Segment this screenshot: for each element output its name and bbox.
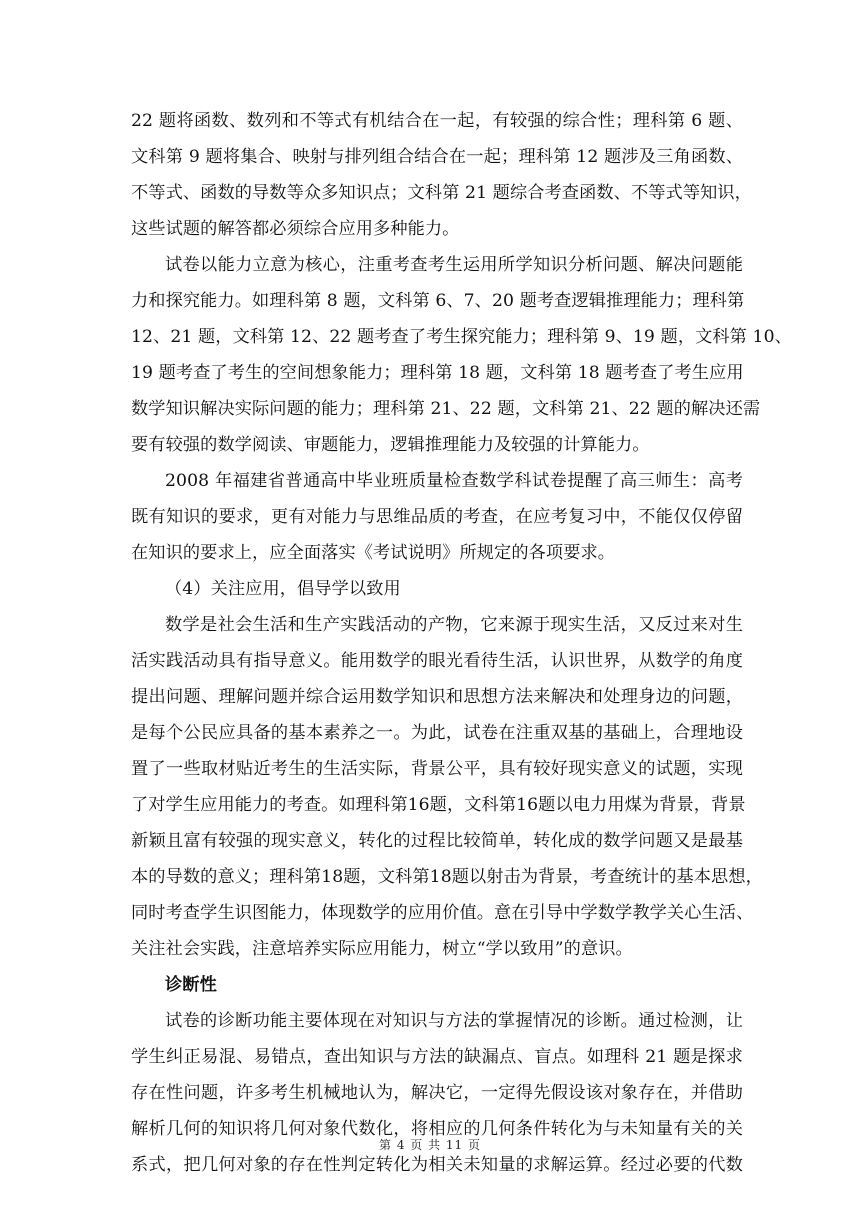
text-line: 活实践活动具有指导意义。能用数学的眼光看待生活，认识世界，从数学的角度	[131, 651, 743, 671]
text-line: 新颖且富有较强的现实意义，转化的过程比较简单，转化成的数学问题又是最基	[131, 831, 743, 851]
text-line: 文科第 9 题将集合、映射与排列组合结合在一起；理科第 12 题涉及三角函数、	[131, 147, 743, 167]
text-line: 力和探究能力。如理科第 8 题，文科第 6、7、20 题考查逻辑推理能力；理科第	[131, 291, 745, 311]
section-heading: 诊断性	[165, 975, 217, 995]
text-line: 本的导数的意义；理科第18题，文科第18题以射击为背景，考查统计的基本思想，	[131, 867, 763, 887]
text-line: 同时考查学生识图能力，体现数学的应用价值。意在引导中学数学教学关心生活、	[131, 903, 754, 923]
text-line: 在知识的要求上，应全面落实《考试说明》所规定的各项要求。	[131, 543, 616, 563]
text-line: 既有知识的要求，更有对能力与思维品质的考查，在应考复习中，不能仅仅停留	[131, 507, 743, 527]
text-line: 试卷的诊断功能主要体现在对知识与方法的掌握情况的诊断。通过检测，让	[165, 1011, 743, 1031]
text-line: 不等式、函数的导数等众多知识点；文科第 21 题综合考查函数、不等式等知识，	[131, 183, 752, 203]
text-line: 试卷以能力立意为核心，注重考查考生运用所学知识分析问题、解决问题能	[165, 255, 743, 275]
text-line: 关注社会实践，注意培养实际应用能力，树立“学以致用”的意识。	[131, 939, 633, 959]
text-line: 了对学生应用能力的考查。如理科第16题，文科第16题以电力用煤为背景，背景	[131, 795, 746, 815]
text-line: 要有较强的数学阅读、审题能力，逻辑推理能力及较强的计算能力。	[131, 435, 650, 455]
text-line: 数学是社会生活和生产实践活动的产物，它来源于现实生活，又反过来对生	[165, 615, 743, 635]
text-line: 学生纠正易混、易错点，查出知识与方法的缺漏点、盲点。如理科 21 题是探求	[131, 1047, 743, 1067]
text-line: 系式，把几何对象的存在性判定转化为相关未知量的求解运算。经过必要的代数	[131, 1155, 743, 1175]
text-line: 提出问题、理解问题并综合运用数学知识和思想方法来解决和处理身边的问题，	[131, 687, 743, 707]
text-line: 22 题将函数、数列和不等式有机结合在一起，有较强的综合性；理科第 6 题、	[131, 111, 743, 131]
section-subheading: （4）关注应用，倡导学以致用	[165, 579, 401, 599]
page-number-footer: 第 4 页 共 11 页	[379, 1138, 481, 1152]
text-line: 12、21 题，文科第 12、22 题考查了考生探究能力；理科第 9、19 题，文科第 10、	[131, 327, 792, 347]
text-line: 解析几何的知识将几何对象代数化，将相应的几何条件转化为与未知量有关的关	[131, 1119, 743, 1139]
text-line: 是每个公民应具备的基本素养之一。为此，试卷在注重双基的基础上，合理地设	[131, 723, 743, 743]
text-line: 置了一些取材贴近考生的生活实际，背景公平，具有较好现实意义的试题，实现	[131, 759, 743, 779]
text-line: 这些试题的解答都必须综合应用多种能力。	[131, 219, 460, 239]
text-line: 存在性问题，许多考生机械地认为，解决它，一定得先假设该对象存在，并借助	[131, 1083, 743, 1103]
text-line: 19 题考查了考生的空间想象能力；理科第 18 题，文科第 18 题考查了考生应用	[131, 363, 744, 383]
text-line: 数学知识解决实际问题的能力；理科第 21、22 题，文科第 21、22 题的解决还需	[131, 399, 761, 419]
text-line: 2008 年福建省普通高中毕业班质量检查数学科试卷提醒了高三师生：高考	[165, 471, 743, 491]
